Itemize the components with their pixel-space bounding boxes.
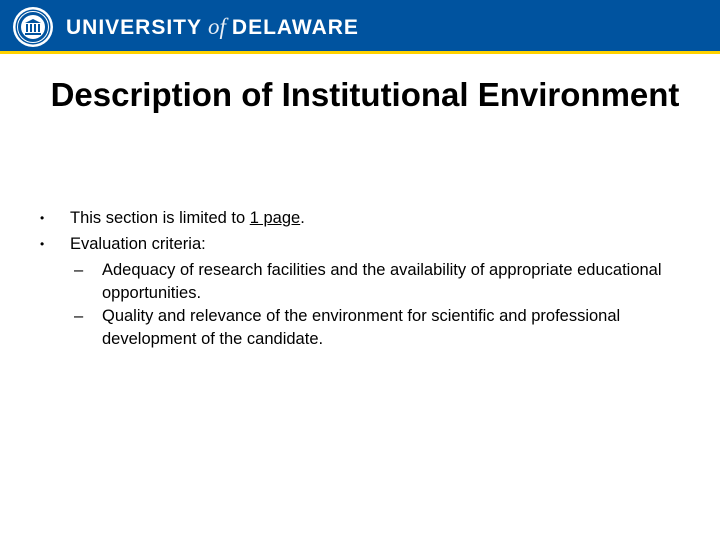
subitem-text: Adequacy of research facilities and the availability of appropriate educational opportunities. — [102, 261, 662, 302]
wordmark-delaware: DELAWARE — [231, 16, 359, 39]
bullet-text: Evaluation criteria: — [70, 235, 206, 253]
university-seal-icon — [12, 6, 54, 48]
university-header-bar — [0, 0, 720, 54]
university-wordmark — [66, 11, 359, 43]
subitem-text: Quality and relevance of the environment for scientific and professional development of the candidate. — [102, 307, 621, 348]
subitem-dash: – — [74, 307, 84, 325]
bullet-page-limit — [40, 207, 680, 230]
bullet-evaluation-criteria — [40, 233, 680, 256]
wordmark-university: UNIVERSITY — [66, 16, 203, 39]
bullet-text-before: This section is limited to — [70, 209, 250, 227]
subitem-dash: – — [74, 261, 84, 279]
wordmark-of: of — [208, 14, 226, 39]
subitem-research-facilities — [40, 259, 680, 305]
bullet-list — [40, 207, 680, 351]
bullet-dot: • — [40, 237, 45, 251]
subitem-environment-quality — [40, 305, 680, 351]
bullet-dot: • — [40, 211, 45, 225]
bullet-text-underlined: 1 page — [249, 209, 301, 227]
bullet-text-after: . — [300, 209, 305, 227]
slide-title: Description of Institutional Environment — [50, 76, 680, 113]
